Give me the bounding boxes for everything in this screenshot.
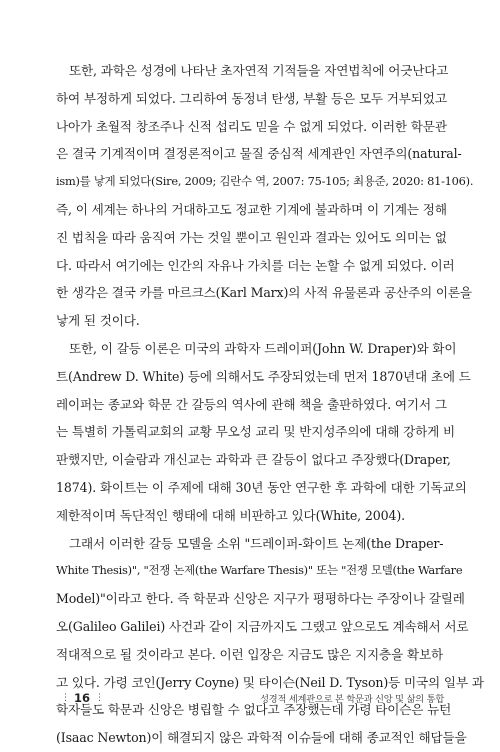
text-line: 제한적이며 독단적인 행태에 대해 비판하고 있다(White, 2004).: [56, 507, 405, 523]
text-line: 하여 부정하게 되었다. 그리하여 동정녀 탄생, 부활 등은 모두 거부되었고: [56, 90, 447, 106]
text-line: 낳게 된 것이다.: [56, 313, 140, 329]
text-line: 레이퍼는 종교와 학문 간 갈등의 역사에 관해 책을 출판하였다. 여기서 그: [56, 396, 447, 412]
text-line: 또한, 과학은 성경에 나타난 초자연적 기적들을 자연법칙에 어긋난다고: [69, 63, 449, 78]
folio-ornament-right-icon: ⋮: [95, 693, 104, 703]
page-footer: [56, 688, 444, 708]
text-line: 판했지만, 이슬람과 개신교는 과학과 큰 갈등이 없다고 주장했다(Draper,: [56, 452, 451, 468]
text-line: 나아가 초월적 창조주나 신적 섭리도 믿을 수 없게 되었다. 이러한 학문관: [56, 118, 447, 134]
paragraph-3: [56, 530, 484, 752]
text-line: 1874). 화이트는 이 주제에 대해 30년 동안 연구한 후 과학에 대한 기독교의: [56, 479, 467, 495]
text-line: 적대적으로 될 것이라고 본다. 이런 입장은 지금도 많은 지지층을 확보하: [56, 646, 443, 662]
page-number-block: [56, 691, 108, 705]
paragraph-2: [56, 335, 471, 530]
text-line: 즉, 이 세계는 하나의 거대하고도 정교한 기계에 불과하며 이 기계는 정해: [56, 201, 447, 217]
page-number: 16: [74, 691, 91, 705]
text-line: 는 특별히 가톨릭교회의 교황 무오성 교리 및 반지성주의에 대해 강하게 비: [56, 424, 455, 440]
text-line: 진 법칙을 따라 움직여 가는 것일 뿐이고 원인과 결과는 있어도 의미는 없: [56, 229, 447, 245]
text-line: 고 있다. 가령 코인(Jerry Coyne) 및 타이슨(Neil D. Tyson)등 미국의 일부 과: [56, 674, 484, 690]
text-line: 은 결국 기계적이며 결정론적이고 물질 중심적 세계관인 자연주의(natural-: [56, 146, 462, 162]
text-line: 오(Galileo Galilei) 사건과 같이 지금까지도 그랬고 앞으로도 계속해서 서로: [56, 618, 469, 634]
folio-ornament-left-icon: ⋮: [61, 693, 69, 703]
text-line: ism)를 낳게 되었다(Sire, 2009; 김란수 역, 2007: 75-105; 최용준, 2020: 81-106).: [56, 174, 474, 189]
text-line: (Isaac Newton)이 해결되지 않은 과학적 이슈들에 대해 종교적인 해답들을: [56, 730, 467, 746]
running-title: 성경적 세계관으로 본 학문과 신앙 및 삶의 통합: [260, 694, 444, 705]
body-text: [56, 57, 484, 752]
text-line: White Thesis)", "전쟁 논제(the Warfare Thesis)" 또는 "전쟁 모델(the Warfare: [56, 563, 463, 578]
paragraph-1: [56, 57, 474, 335]
text-line: 그래서 이러한 갈등 모델을 소위 "드레이퍼-화이트 논제(the Draper-: [69, 535, 444, 551]
text-line: 다. 따라서 여기에는 인간의 자유나 가치를 더는 논할 수 없게 되었다. 이러: [56, 257, 455, 273]
text-line: 트(Andrew D. White) 등에 의해서도 주장되었는데 먼저 1870년대 초에 드: [56, 368, 471, 384]
text-line: 또한, 이 갈등 이론은 미국의 과학자 드레이퍼(John W. Draper)와 화이: [69, 340, 457, 356]
text-line: Model)"이라고 한다. 즉 학문과 신앙은 지구가 평평하다는 주장이나 갈릴레: [56, 591, 465, 607]
text-line: 학자들도 학문과 신앙은 병립할 수 없다고 주장했는데 가령 타이슨은 뉴턴: [56, 702, 452, 718]
text-line: 한 생각은 결국 카를 마르크스(Karl Marx)의 사적 유물론과 공산주의 이론을: [56, 285, 472, 301]
